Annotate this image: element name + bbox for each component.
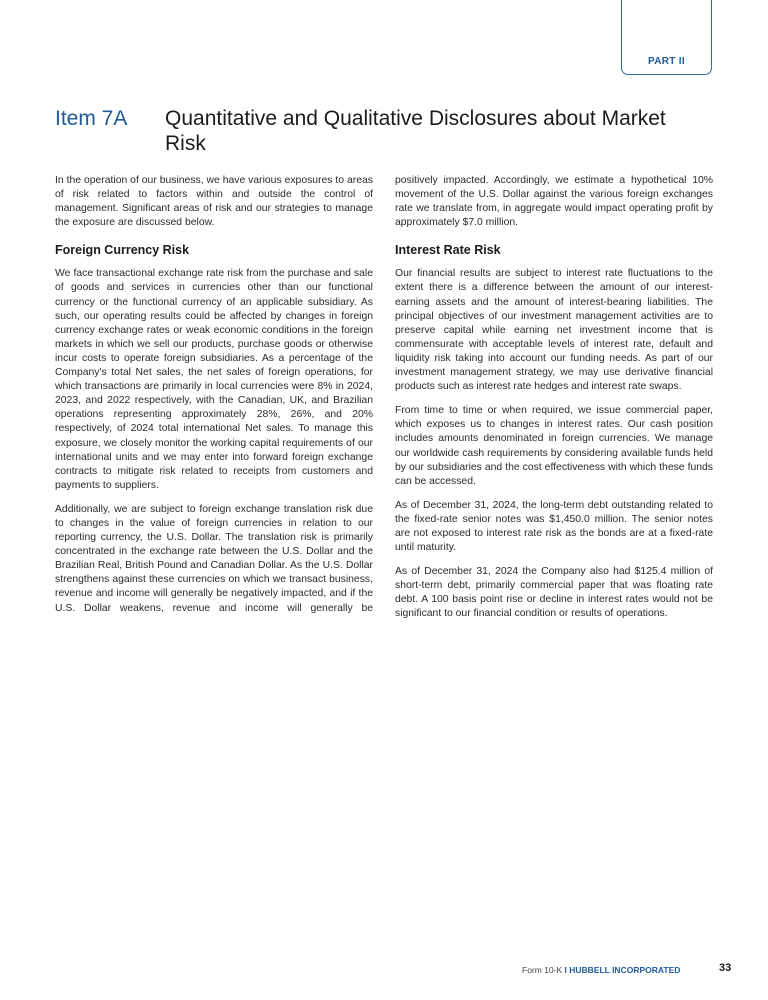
footer-company: HUBBELL INCORPORATED	[569, 965, 681, 975]
right-column	[395, 174, 713, 632]
footer	[522, 965, 680, 975]
part-label: PART II	[648, 56, 685, 67]
foreign-currency-heading: Foreign Currency Risk	[55, 243, 190, 258]
part-tab	[621, 0, 712, 75]
item-number: Item 7A	[55, 107, 128, 130]
interest-rate-paragraph-4: As of December 31, 2024 the Company also had $125.4 million of short-term debt, primarily commercial paper that was floating rate debt. A 100 basis point rise or decline in interest rates would not be significant to our financial condition or results of operations.	[395, 566, 713, 620]
left-column	[55, 174, 373, 626]
intro-paragraph: In the operation of our business, we have various exposures to areas of risk related to factors within and outside the control of management. Significant areas of risk and our strategies to manage the exposure are discussed below.	[55, 175, 373, 229]
footer-separator: I	[564, 965, 570, 975]
page-number: 33	[719, 962, 732, 974]
interest-rate-heading: Interest Rate Risk	[395, 243, 501, 258]
item-title: Quantitative and Qualitative Disclosures about Market Risk	[165, 107, 666, 155]
foreign-currency-continuation: positively impacted. Accordingly, we estimate a hypothetical 10% movement of the U.S. Dollar against the various foreign exchanges rate we translate from, in aggregate would impact operating profit by approximately $7.0 million.	[395, 175, 713, 229]
interest-rate-paragraph-1: Our financial results are subject to interest rate fluctuations to the extent there is a difference between the amount of our interest-earning assets and the amount of interest-bearing liabilities. The principal objectives of our investment management activities are to preserve capital while earning net investment income that is commensurate with acceptable levels of interest rate, default and liquidity risk taking into account our funding needs. As part of our investment management strategy, we may use derivative financial products such as interest rate hedges and interest rate swaps.	[395, 268, 713, 393]
interest-rate-paragraph-3: As of December 31, 2024, the long-term debt outstanding related to the fixed-rate senior notes was $1,450.0 million. The senior notes are not exposed to interest rate risk as the bonds are at a fixed-rate until maturity.	[395, 499, 713, 554]
interest-rate-paragraph-2: From time to time or when required, we issue commercial paper, which exposes us to changes in interest rates. Our cash position includes amounts denominated in foreign currencies. We manage our worldwide cash requirements by considering available funds held by our subsidiaries and the cost effectiveness with which these funds can be accessed.	[395, 405, 713, 487]
foreign-currency-paragraph-2: Additionally, we are subject to foreign exchange translation risk due to changes in the value of foreign currencies in relation to our reporting currency, the U.S. Dollar. The translation risk is primarily concentrated in the exchange rate between the U.S. Dollar and the Brazilian Real, British Pound and Canadian Dollar. As the U.S. Dollar strengthens against these currencies on which we transact business, revenue and income will generally be negatively impacted, and if the U.S. Dollar weakens, revenue and income will generally be	[55, 503, 373, 614]
footer-form: Form 10-K	[522, 965, 565, 975]
foreign-currency-paragraph-1: We face transactional exchange rate risk from the purchase and sale of goods and services in currencies other than our functional currency or the functional currency of an applicable subsidiary. As such, our operating results could be affected by changes in foreign currency exchange rates or weak economic conditions in the foreign markets in which we sell our products, purchase goods or otherwise incur costs to operate foreign subsidiaries. As a percentage of the Company's total Net sales, the net sales of foreign operations, for which transactions are primarily in local currencies were 8% in 2024, 2023, and 2022 respectively, with the Canadian, UK, and Brazilian operations representing approximately 28%, 26%, and 20% respectively, of 2024 total international Net sales. To manage this exposure, we closely monitor the working capital requirements of our international units and we may enter into forward foreign exchange contracts to mitigate risk related to receipts from customers and payments to suppliers.	[55, 268, 373, 491]
